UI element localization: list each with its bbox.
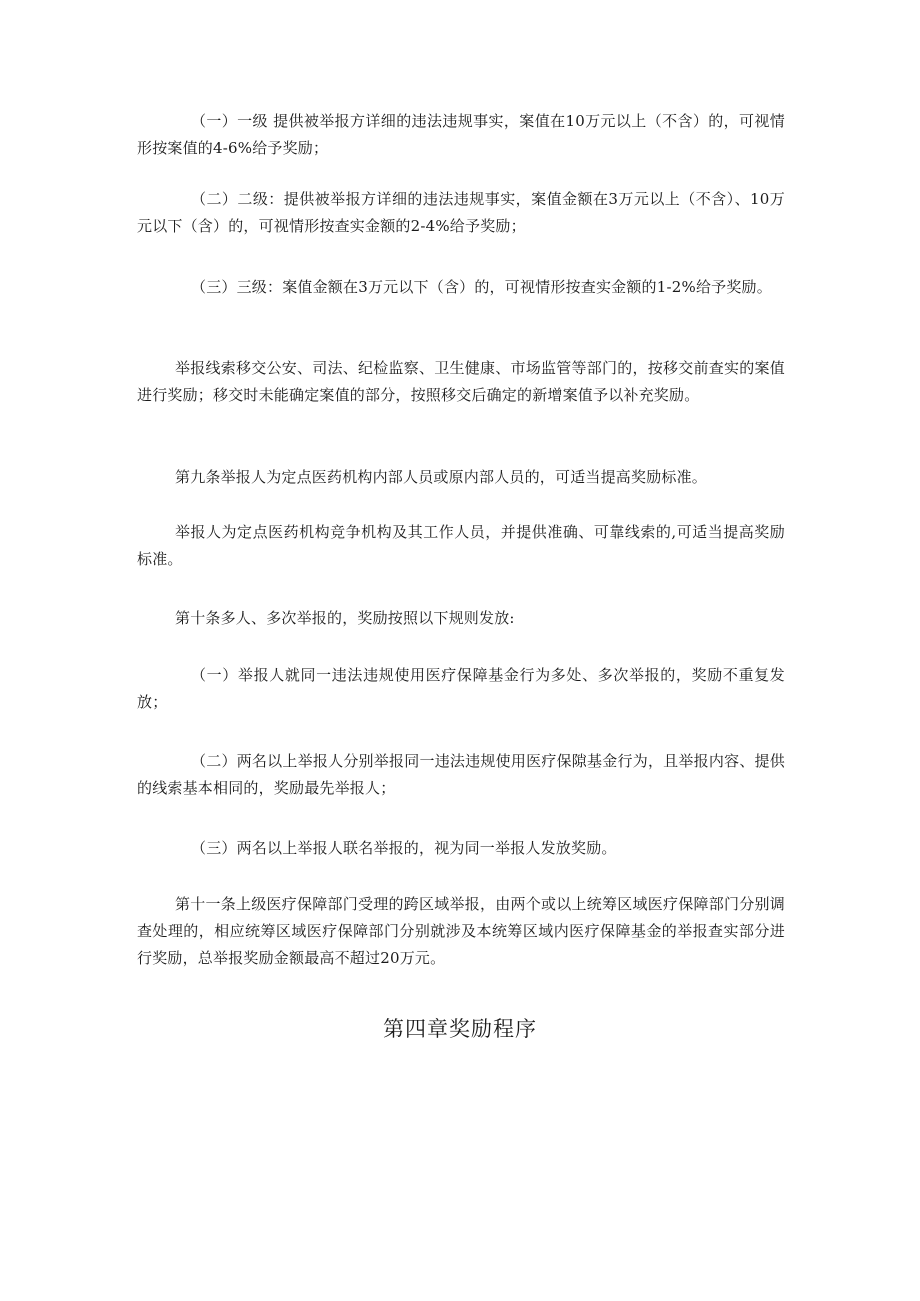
paragraph-article-ten: 第十条多人、多次举报的，奖励按照以下规则发放: [175, 609, 515, 627]
paragraph-rule-one: （一）举报人就同一违法违规使用医疗保障基金行为多处、多次举报的，奖励不重复发放； [137, 666, 785, 711]
paragraph-competitor-reporter: 举报人为定点医药机构竞争机构及其工作人员，并提供准确、可靠线索的,可适当提高奖励标准。 [137, 523, 785, 568]
chapter-title: 第四章奖励程序 [383, 1017, 537, 1041]
paragraph-rule-two: （二）两名以上举报人分别举报同一违法违规使用医疗保隙基金行为，且举报内容、提供的线索基本相同的，奖励最先举报人； [137, 752, 785, 797]
paragraph-level-three: （三）三级：案值金额在3万元以下（含）的，可视情形按查实金额的1-2%给予奖励。 [191, 278, 772, 296]
paragraph-level-one: （一）一级 提供被举报方详细的违法违规事实，案值在10万元以上（不含）的，可视情形按案值的4-6%给予奖励； [137, 112, 785, 157]
paragraph-article-eleven: 第十一条上级医疗保障部门受理的跨区域举报，由两个或以上统筹区域医疗保障部门分别调查处理的，相应统筹区域医疗保障部门分别就涉及本统筹区域内医疗保障基金的举报查实部分进行奖励，总举报奖励金额最高不超过20万元。 [137, 895, 785, 967]
paragraph-transfer-reward: 举报线索移交公安、司法、纪检监察、卫生健康、市场监管等部门的，按移交前查实的案值进行奖励；移交时未能确定案值的部分，按照移交后确定的新增案值予以补充奖励。 [137, 359, 785, 404]
paragraph-article-nine: 第九条举报人为定点医药机构内部人员或原内部人员的，可适当提高奖励标准。 [175, 468, 708, 486]
paragraph-level-two: （二）二级：提供被举报方详细的违法违规事实，案值金额在3万元以上（不含）、10万元以下（含）的，可视情形按查实金额的2-4%给予奖励； [137, 190, 785, 235]
paragraph-rule-three: （三）两名以上举报人联名举报的，视为同一举报人发放奖励。 [191, 839, 617, 857]
